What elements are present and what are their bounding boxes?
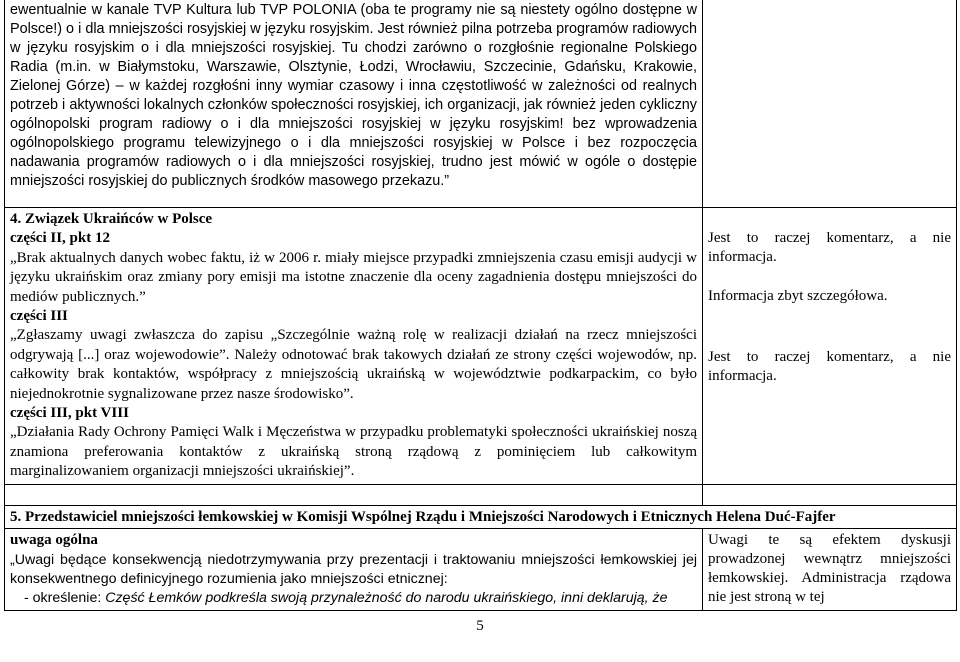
section4-part2-title: części III xyxy=(10,308,68,325)
table-row xyxy=(5,208,957,485)
section4-part1-title: części II, pkt 12 xyxy=(10,230,110,247)
comments-table xyxy=(4,0,957,611)
page-number: 5 xyxy=(476,618,484,634)
section4-heading: 4. Związek Ukraińców w Polsce xyxy=(10,211,213,227)
section5-intro: „Uwagi będące konsekwencją niedotrzymywania przy prezentacji i traktowaniu mniejszości łemkowskiej jej konsekwentnego definicyjnego rozumienia jako mniejszości etnicznej: xyxy=(10,551,697,587)
section4-cell xyxy=(5,208,703,485)
russian-minority-paragraph: ewentualnie w kanale TVP Kultura lub TVP POLONIA (oba te programy nie są niestety ogólno dostępne w Polsce!) o i dla mniejszości rosyjskiej w języku rosyjskim. Jest również pilna potrzeba programów radiowych w języku rosyjskim o i dla mniejszości rosyjskiej. Tu chodzi zarówno o rozgłośnie regionalne Polskiego Radia (m.in. w Białymstoku, Warszawie, Olsztynie, Łodzi, Wrocławiu, Szczecinie, Gdańsku, Krakowie, Zielonej Górze) – w każdej rozgłośni inny wymiar czasowy i inna częstotliwość w zależności od realnych potrzeb i aktywności lokalnych członków społeczności rosyjskiej, ich organizacji, jak również jeden cykliczny ogólnopolski program radiowy o i dla mniejszości rosyjskiej w języku rosyjskim! bez wprowadzenia ogólnopolskiego programu telewizyjnego o i dla mniejszości rosyjskiej w Polsce i bez rozpoczęcia nadawania programów radiowych o i dla mniejszości rosyjskiej, trudno jest mówić w ogóle o dostępie mniejszości rosyjskiej do publicznych środków masowego przekazu.” xyxy=(10,2,697,189)
section4-comment-2: Informacja zbyt szczegółowa. xyxy=(708,288,888,304)
section4-part3-text: „Działania Rady Ochrony Pamięci Walk i Męczeństwa w przypadku problematyki społeczności ukraińskiej noszą znamiona preferowania kontaktów z ukraińską stroną rządową z pominięciem lub całkowitym marginalizowaniem organizacji mniejszości ukraińskiej”. xyxy=(10,424,697,480)
table-row xyxy=(5,529,957,610)
blank-cell xyxy=(5,484,703,505)
section5-cell xyxy=(5,529,703,610)
section4-comment-cell xyxy=(703,208,957,485)
section5-comment: Uwagi te są efektem dyskusji prowadzonej wewnątrz mniejszości łemkowskiej. Administracja rządowa nie jest stroną w tej xyxy=(708,532,951,606)
section5-subtitle: uwaga ogólna xyxy=(10,532,98,549)
section5-bullet-italic: Część Łemków podkreśla swoją przynależność do narodu ukraińskiego, inni deklarują, że xyxy=(105,589,668,606)
table-row xyxy=(5,484,957,505)
russian-minority-text-cell xyxy=(5,0,703,208)
section5-comment-cell xyxy=(703,529,957,610)
section5-bullet: - określenie: Część Łemków podkreśla swoją przynależność do narodu ukraińskiego, inni deklarują, że xyxy=(24,589,668,606)
section4-part2-text: „Zgłaszamy uwagi zwłaszcza do zapisu „Szczególnie ważną rolę w realizacji działań na rzecz mniejszości odgrywają [...] oraz wojewodowie”. Należy odnotować brak takowych działań ze strony części wojewodów, np. całkowity brak kontaktów, współpracy z mniejszością ukraińską w województwie podkarpackim, co było niejednokrotnie sygnalizowane przez nasze środowisko”. xyxy=(10,327,697,402)
table-row xyxy=(5,0,957,208)
section4-part3-title: części III, pkt VIII xyxy=(10,405,129,422)
blank-cell xyxy=(703,484,957,505)
section4-part1-text: „Brak aktualnych danych wobec faktu, iż w 2006 r. miały miejsce przypadki zmniejszenia czasu emisji audycji w języku ukraińskim oraz zmiany pory emisji ma istotne znaczenie dla oceny zagadnienia dostępu mniejszości do mediów publicznych.” xyxy=(10,249,697,305)
table-row xyxy=(5,505,957,528)
empty-comment-cell xyxy=(703,0,957,208)
section4-comment-3: Jest to raczej komentarz, a nie informacja. xyxy=(708,349,951,384)
section4-comment-1: Jest to raczej komentarz, a nie informacja. xyxy=(708,230,951,265)
section5-heading: 5. Przedstawiciel mniejszości łemkowskiej w Komisji Wspólnej Rządu i Mniejszości Narodowych i Etnicznych Helena Duć-Fajfer xyxy=(5,505,957,528)
